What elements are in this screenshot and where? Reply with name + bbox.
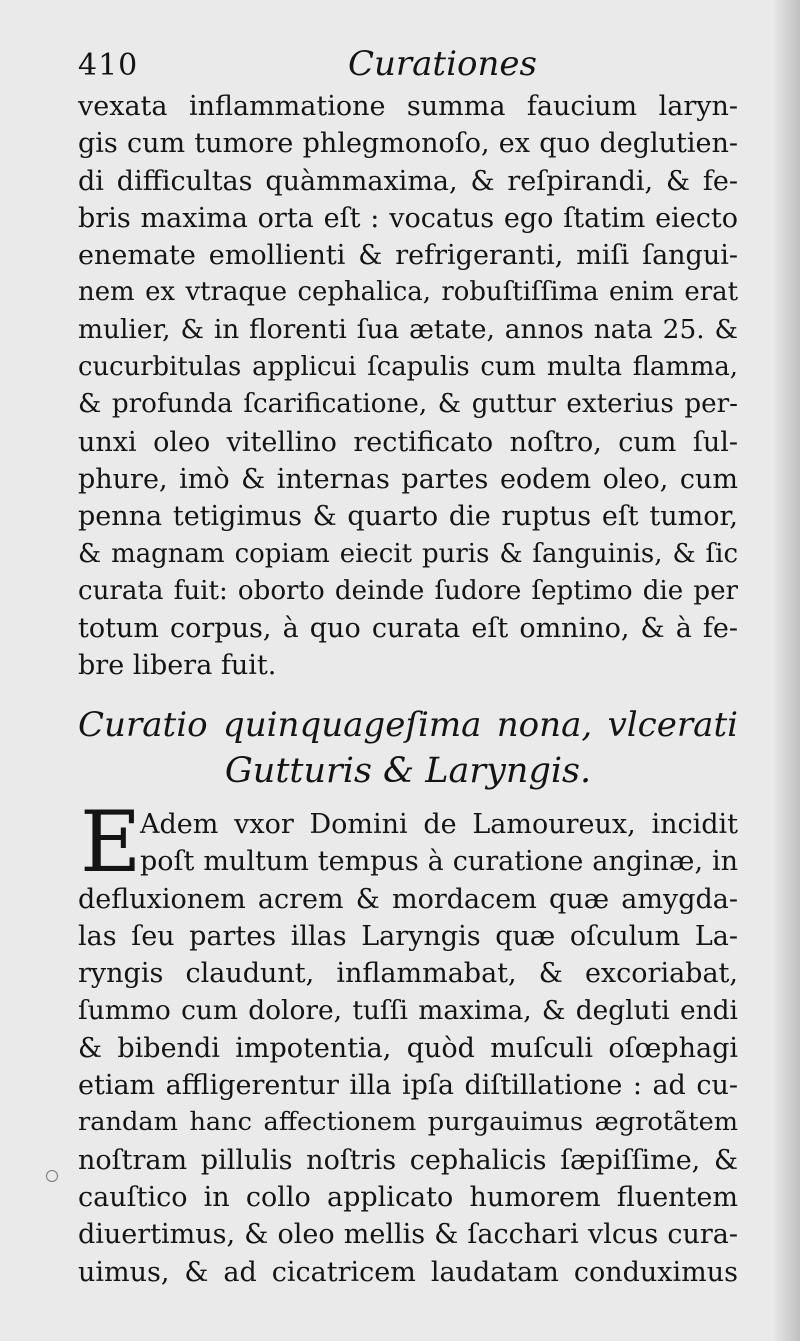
text-line: poſt multum tempus à curatione anginæ, in	[140, 846, 738, 878]
running-head	[78, 42, 758, 82]
margin-ring-mark	[46, 1170, 58, 1182]
text-line: nem ex vtraque cephalica, robuſtiſſima enim erat	[78, 277, 738, 308]
text-line: & bibendi impotentia, quòd muſculi oſœphagi	[78, 1032, 738, 1064]
text-line: totum corpus, à quo curata eſt omnino, & à fe-	[78, 613, 738, 645]
text-line: noſtram pillulis noſtris cephalicis ſæpiſſime, &	[78, 1144, 738, 1176]
text-line: cauſtico in collo applicato humorem fluentem	[78, 1181, 738, 1213]
heading-line-1: Curatio quinquageſima nona, vlcerati	[78, 705, 738, 745]
text-line: & magnam copiam eiecit puris & ſanguinis, & ſic	[78, 538, 738, 569]
text-line: enemate emollienti & refrigeranti, miſi ſangui-	[78, 240, 738, 272]
text-line: di difficultas quàmmaxima, & reſpirandi, & fe-	[78, 165, 738, 197]
text-line: bris maxima orta eſt : vocatus ego ſtatim eiecto	[78, 202, 738, 234]
text-line: & profunda ſcarificatione, & guttur exterius per-	[78, 389, 738, 420]
text-line: randam hanc affectionem purgauimus ægrotãtem	[78, 1107, 738, 1138]
text-line: curata fuit: oborto deinde ſudore ſeptimo die per	[78, 575, 738, 606]
text-line: uimus, & ad cicatricem laudatam conduximus	[78, 1256, 738, 1288]
heading-line-2: Gutturis & Laryngis.	[224, 751, 592, 791]
paragraph-1	[78, 88, 738, 685]
page-number: 410	[78, 48, 139, 83]
text-line: las ſeu partes illas Laryngis quæ oſculum La-	[78, 920, 738, 952]
text-line: mulier, & in florenti ſua ætate, annos nata 25. &	[78, 314, 738, 345]
running-title: Curationes	[348, 44, 537, 84]
text-line: penna tetigimus & quarto die ruptus eſt tumor,	[78, 501, 738, 533]
gutter-shadow	[772, 0, 800, 1341]
text-line: cucurbitulas applicui ſcapulis cum multa flamma,	[78, 352, 738, 383]
text-line: diuertimus, & oleo mellis & ſacchari vlcus cura-	[78, 1219, 738, 1251]
text-line: defluxionem acrem & mordacem quæ amygda-	[78, 883, 738, 915]
text-line: gis cum tumore phlegmonoſo, ex quo deglutien-	[78, 128, 738, 160]
text-line: etiam affligerentur illa ipſa diſtillatione : ad cu-	[78, 1070, 738, 1102]
text-line: Adem vxor Domini de Lamoureux, incidit	[140, 809, 738, 840]
text-line: vexata inflammatione summa faucium laryn-	[78, 91, 738, 122]
section-heading	[78, 702, 738, 794]
text-line: bre libera fuit.	[78, 650, 277, 682]
drop-cap: E	[80, 793, 142, 891]
text-line: unxi oleo vitellino rectificato noſtro, cum ſul-	[78, 426, 738, 458]
text-line: phure, imò & internas partes eodem oleo, cum	[78, 463, 738, 495]
text-line: ſummo cum dolore, tuſſi maxima, & degluti endi	[78, 995, 738, 1027]
text-line: ryngis claudunt, inflammabat, & excoriabat,	[78, 958, 738, 990]
paragraph-2	[78, 806, 738, 1291]
